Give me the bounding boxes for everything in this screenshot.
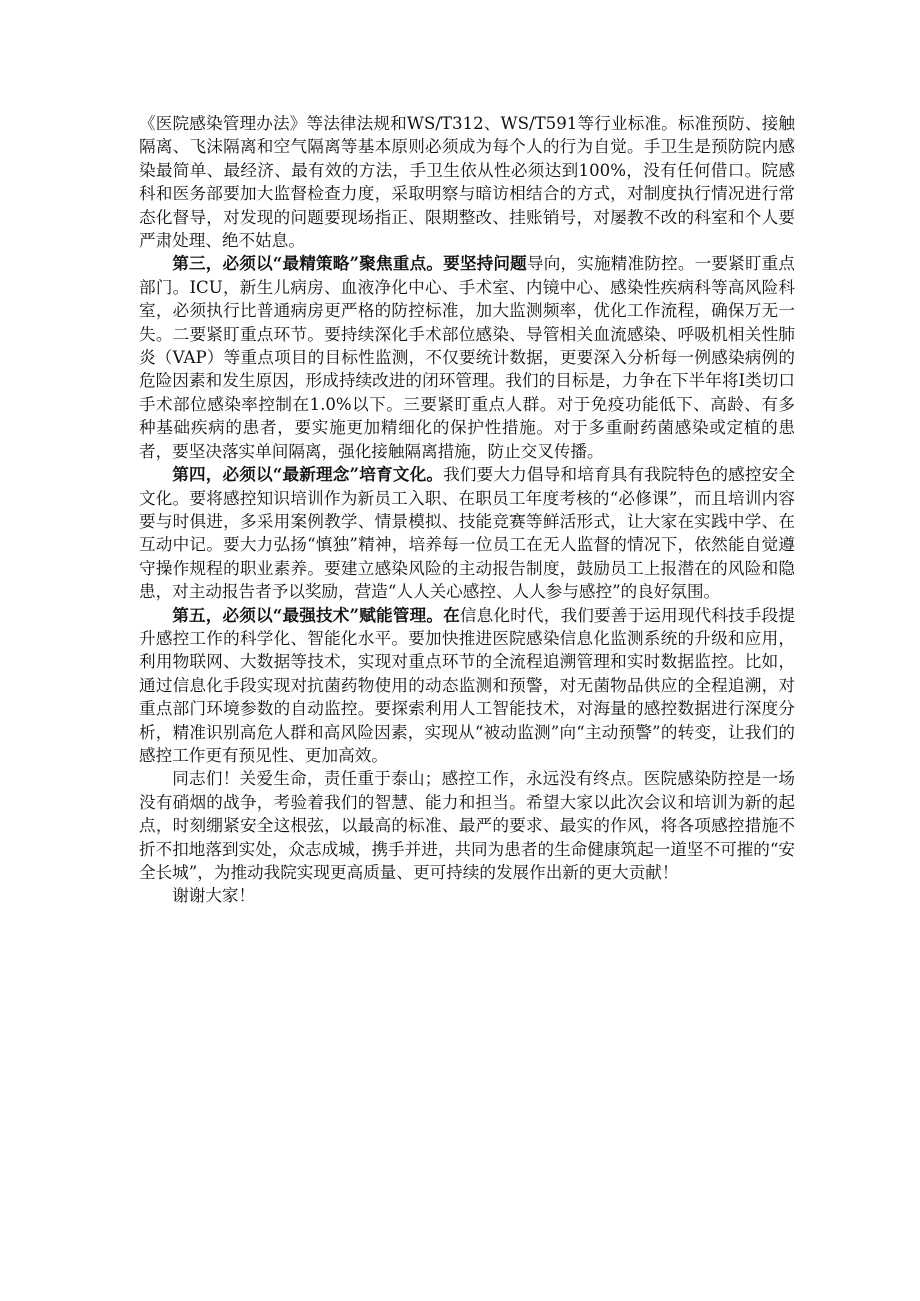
paragraph-fifth-point: [139, 604, 795, 768]
paragraph-heading: 第四，必须以“最新理念”培育文化。: [172, 464, 444, 485]
paragraph-text: 同志们！关爱生命，责任重于泰山；感控工作，永远没有终点。医院感染防控是一场没有硝烟的战争，考验着我们的智慧、能力和担当。希望大家以此次会议和培训为新的起点，时刻绷紧安全这根弦，以最高的标准、最严的要求、最实的作风，将各项感控措施不折不扣地落到实处，众志成城，携手并进，共同为患者的生命健康筑起一道坚不可摧的“安全长城”，为推动我院实现更高质量、更可持续的发展作出新的更大贡献！: [139, 769, 795, 882]
paragraph-text: 信息化时代，我们要善于运用现代科技手段提升感控工作的科学化、智能化水平。要加快推进医院感染信息化监测系统的升级和应用，利用物联网、大数据等技术，实现对重点环节的全流程追溯管理和实时数据监控。比如，通过信息化手段实现对抗菌药物使用的动态监测和预警，对无菌物品供应的全程追溯，对重点部门环境参数的自动监控。要探索利用人工智能技术，对海量的感控数据进行深度分析，精准识别高危人群和高风险因素，实现从“被动监测”向“主动预警”的转变，让我们的感控工作更有预见性、更加高效。: [139, 605, 796, 765]
paragraph-text: 导向，实施精准防控。一要紧盯重点部门。ICU，新生儿病房、血液净化中心、手术室、内镜中心、感染性疾病科等高风险科室，必须执行比普通病房更严格的防控标准，加大监测频率，优化工作流程，确保万无一失。二要紧盯重点环节。要持续深化手术部位感染、导管相关血流感染、呼吸机相关性肺炎（VAP）等重点项目的目标性监测，不仅要统计数据，更要深入分析每一例感染病例的危险因素和发生原因，形成持续改进的闭环管理。我们的目标是，力争在下半年将I类切口手术部位感染率控制在1.0%以下。三要紧盯重点人群。对于免疫功能低下、高龄、有多种基础疾病的患者，要实施更加精细化的保护性措施。对于多重耐药菌感染或定植的患者，要坚决落实单间隔离，强化接触隔离措施，防止交叉传播。: [139, 254, 796, 461]
paragraph-text: 《医院感染管理办法》等法律法规和WS/T312、WS/T591等行业标准。标准预防、接触隔离、飞沫隔离和空气隔离等基本原则必须成为每个人的行为自觉。手卫生是预防院内感染最简单、最经济、最有效的方法，手卫生依从性必须达到100%，没有任何借口。院感科和医务部要加大监督检查力度，采取明察与暗访相结合的方式，对制度执行情况进行常态化督导，对发现的问题要现场指正、限期整改、挂账销号，对屡教不改的科室和个人要严肃处理、绝不姑息。: [139, 114, 795, 251]
paragraph-text: 我们要大力倡导和培育具有我院特色的感控安全文化。要将感控知识培训作为新员工入职、在职员工年度考核的“必修课”，而且培训内容要与时俱进，多采用案例教学、情景模拟、技能竞赛等鲜活形式，让大家在实践中学、在互动中记。要大力弘扬“慎独”精神，培养每一位员工在无人监督的情况下，依然能自觉遵守操作规程的职业素养。要建立感染风险的主动报告制度，鼓励员工上报潜在的风险和隐患，对主动报告者予以奖励，营造“人人关心感控、人人参与感控”的良好氛围。: [139, 465, 796, 602]
paragraph-text: 谢谢大家！: [172, 886, 256, 906]
paragraph-standards: [139, 112, 795, 252]
paragraph-fourth-point: [139, 463, 795, 603]
paragraph-thanks: [139, 884, 795, 907]
paragraph-heading: 第五，必须以“最强技术”赋能管理。在: [172, 604, 460, 625]
document-body: [139, 112, 795, 908]
paragraph-closing: [139, 767, 795, 884]
paragraph-heading: 第三，必须以“最精策略”聚焦重点。要坚持问题: [172, 253, 527, 274]
paragraph-third-point: [139, 252, 795, 463]
